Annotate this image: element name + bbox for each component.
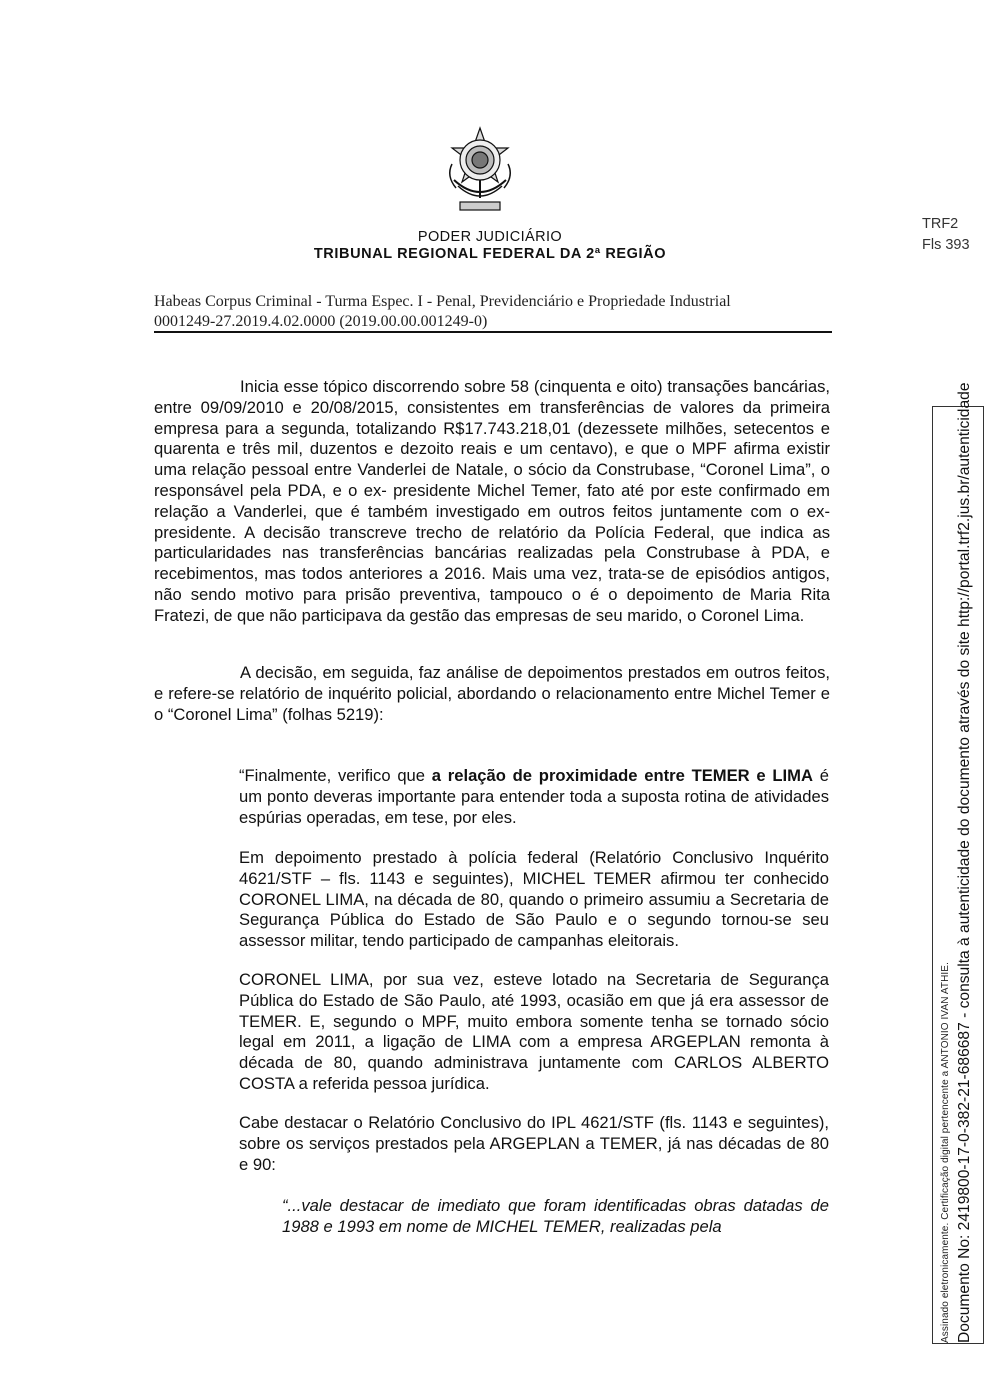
header-divider (154, 331, 832, 333)
signature-sidebar (932, 382, 984, 1344)
digital-signature-note: Assinado eletronicamente. Certificação digital pertencente a ANTONIO IVAN ATHIE. (940, 962, 951, 1343)
folio-stamp (922, 214, 982, 256)
quote-paragraph-2: Em depoimento prestado à polícia federal (Relatório Conclusivo Inquérito 4621/STF – fls. 1143 e seguintes), MICHEL TEMER afirmou ter conhecido CORONEL LIMA, na década de 80, quando o primeiro assumiu a Secretaria de Segurança Pública do Estado de São Paulo e o segundo tornou-se seu assessor militar, tendo participado de campanhas eleitorais. (239, 848, 829, 951)
authenticity-note: Documento No: 2419800-17-0-382-21-686687 - consulta à autenticidade do documento através do site http://portal.trf2.jus.br/autenticidade (956, 382, 973, 1343)
stamp-code: TRF2 (922, 216, 959, 232)
body-paragraph-2: A decisão, em seguida, faz análise de depoimentos prestados em outros feitos, e refere-se relatório de inquérito policial, abordando o relacionamento entre Michel Temer e o “Coronel Lima” (folhas 5219): (154, 663, 830, 724)
body-paragraph-1: Inicia esse tópico discorrendo sobre 58 (cinquenta e oito) transações bancárias, entre 09/09/2010 e 20/08/2015, consistentes em transferências de valores da primeira empresa para a segunda, totalizando R$17.743.218,01 (dezessete milhões, setecentos e quarenta e três mil, duzentos e dezoito reais e um centavo), e que o MPF afirma existir uma relação pessoal entre Vanderlei de Natale, o sócio da Construbase, “Coronel Lima”, o responsável pela PDA, e o ex- presidente Michel Temer, fato até por este confirmado em relação a Vanderlei, que é também investigado em outros feitos juntamente com o ex-presidente. A decisão transcreve trecho de relatório da Polícia Federal, que indica as particularidades nas transferências bancárias realizadas pela Construbase à PDA, e recebimentos, mas todos anteriores a 2016. Mais uma vez, trata-se de episódios antigos, não sendo motivo para prisão preventiva, tampouco o é o depoimento de Maria Rita Fratezi, de que não participava da gestão das empresas de seu marido, o Coronel Lima. (154, 377, 830, 625)
nested-quote: “...vale destacar de imediato que foram identificadas obras datadas de 1988 e 1993 em nome de MICHEL TEMER, realizadas pela (282, 1196, 829, 1236)
case-identification (154, 292, 834, 332)
court-name: TRIBUNAL REGIONAL FEDERAL DA 2ª REGIÃO (313, 246, 667, 262)
coat-of-arms-icon (444, 124, 516, 216)
court-header (300, 229, 680, 263)
case-number: 0001249-27.2019.4.02.0000 (2019.00.00.001249-0) (154, 313, 488, 330)
institution-name: PODER JUDICIÁRIO (417, 229, 563, 245)
quote-paragraph-3: CORONEL LIMA, por sua vez, esteve lotado na Secretaria de Segurança Pública do Estado de São Paulo, até 1993, ocasião em que já era assessor de TEMER. E, segundo o MPF, muito embora somente tenha se tornado sócio legal em 2011, a ligação de LIMA com a empresa ARGEPLAN remonta à década de 80, quando administrava juntamente com CARLOS ALBERTO COSTA a referida pessoa jurídica. (239, 970, 829, 1093)
quote-paragraph-4: Cabe destacar o Relatório Conclusivo do IPL 4621/STF (fls. 1143 e seguintes), sobre os serviços prestados pela ARGEPLAN a TEMER, já nas décadas de 80 e 90: (239, 1113, 829, 1174)
quote-paragraph-1 (239, 766, 829, 828)
quote-text: é um ponto deveras importante para entender toda a suposta rotina de atividades espúrias operadas, em tese, por eles. (239, 766, 829, 827)
quote-text: “Finalmente, verifico que (239, 766, 432, 785)
case-type: Habeas Corpus Criminal - Turma Espec. I - Penal, Previdenciário e Propriedade Industrial (154, 293, 731, 310)
quote-emphasis: a relação de proximidade entre TEMER e LIMA (431, 766, 813, 785)
folio-number: Fls 393 (922, 237, 970, 253)
